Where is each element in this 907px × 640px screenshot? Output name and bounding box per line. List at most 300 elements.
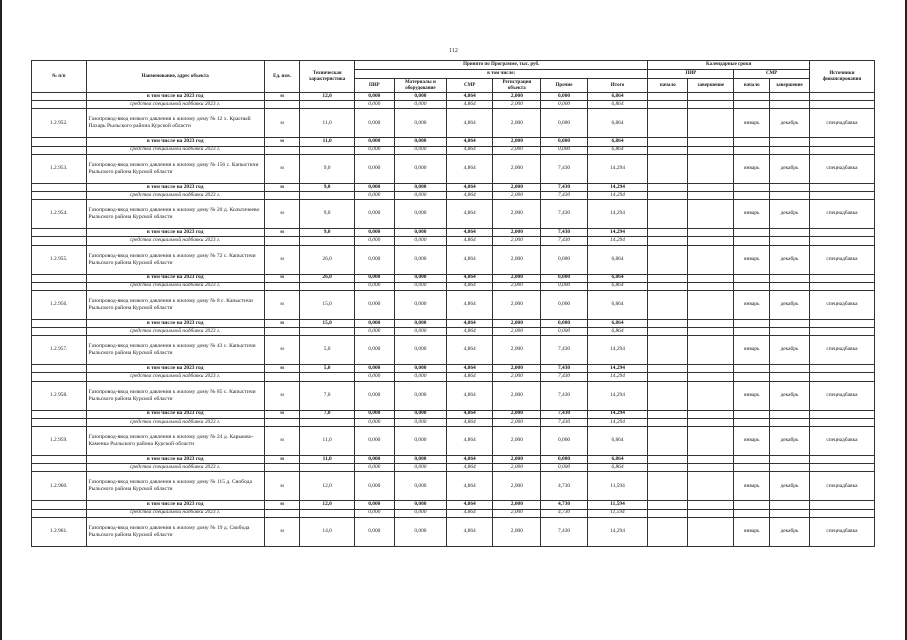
header-calendar: Календарные сроки — [648, 61, 809, 70]
financing-source: спецнадбавка — [809, 472, 874, 501]
special-funds-other: 4,730 — [541, 509, 587, 517]
year-total-smr: 4,864 — [447, 456, 493, 464]
financing-source: спецнадбавка — [809, 109, 874, 138]
header-program: Принято по Программе, тыс. руб. — [354, 61, 648, 70]
financing-source: спецнадбавка — [809, 290, 874, 319]
object-reg: 2,000 — [493, 154, 541, 183]
empty-cell — [32, 456, 87, 464]
header-end: завершение — [688, 79, 734, 93]
special-funds-reg: 2,000 — [493, 282, 541, 290]
empty-cell — [32, 237, 87, 245]
empty-cell — [300, 237, 355, 245]
year-total-itog: 14,294 — [587, 365, 648, 373]
header-name: Наименование, адрес объекта — [86, 61, 264, 93]
object-pir: 0,000 — [354, 109, 394, 138]
empty-cell — [734, 237, 770, 245]
object-row — [32, 517, 875, 546]
empty-cell — [734, 456, 770, 464]
special-funds-itog: 14,294 — [587, 373, 648, 381]
year-total-tech: 5,0 — [300, 365, 355, 373]
empty-cell — [648, 282, 688, 290]
object-mat: 0,000 — [394, 472, 446, 501]
year-total-itog: 14,294 — [587, 183, 648, 191]
pir-end — [688, 200, 734, 229]
empty-cell — [264, 418, 300, 426]
empty-cell — [809, 183, 874, 191]
special-funds-itog: 6,864 — [587, 464, 648, 472]
year-total-label: в том числе на 2023 год — [86, 138, 264, 146]
year-total-reg: 2,000 — [493, 365, 541, 373]
table-row: средства специальной надбавки 2023 г. 0,000 0,000 4,864 2,000 0,000 6,864 — [32, 101, 875, 109]
year-total-other: 7,430 — [541, 365, 587, 373]
object-itog: 14,294 — [587, 200, 648, 229]
empty-cell — [32, 501, 87, 509]
year-total-pir: 0,000 — [354, 501, 394, 509]
object-reg: 2,000 — [493, 427, 541, 456]
year-total-reg: 2,000 — [493, 183, 541, 191]
special-funds-mat: 0,000 — [394, 237, 446, 245]
year-total-tech: 9,0 — [300, 183, 355, 191]
object-reg: 2,000 — [493, 381, 541, 410]
special-funds-itog: 11,594 — [587, 509, 648, 517]
year-total-tech: 15,0 — [300, 319, 355, 327]
empty-cell — [300, 146, 355, 154]
year-total-tech: 12,0 — [300, 501, 355, 509]
year-total-tech: 9,0 — [300, 229, 355, 237]
object-other: 0,000 — [541, 245, 587, 274]
empty-cell — [770, 373, 810, 381]
special-funds-mat: 0,000 — [394, 509, 446, 517]
object-number: 1.2.954. — [32, 200, 87, 229]
header-other: Прочие — [541, 79, 587, 93]
smr-start: январь — [734, 472, 770, 501]
object-row — [32, 200, 875, 229]
empty-cell — [648, 319, 688, 327]
empty-cell — [734, 365, 770, 373]
special-funds-other: 7,430 — [541, 373, 587, 381]
special-funds-other: 7,430 — [541, 418, 587, 426]
object-pir: 0,000 — [354, 290, 394, 319]
financing-source: спецнадбавка — [809, 154, 874, 183]
year-total-smr: 4,864 — [447, 274, 493, 282]
header-smr: СМР — [447, 79, 493, 93]
empty-cell — [688, 191, 734, 199]
object-unit: м — [264, 290, 300, 319]
empty-cell — [809, 229, 874, 237]
year-total-label: в том числе на 2023 год — [86, 274, 264, 282]
object-itog: 6,864 — [587, 109, 648, 138]
object-tech: 11,0 — [300, 109, 355, 138]
year-total-mat: 0,000 — [394, 138, 446, 146]
special-funds-itog: 14,294 — [587, 418, 648, 426]
empty-cell — [648, 365, 688, 373]
year-total-row — [32, 501, 875, 509]
smr-start: январь — [734, 336, 770, 365]
empty-cell — [648, 373, 688, 381]
smr-start: январь — [734, 200, 770, 229]
object-row — [32, 336, 875, 365]
object-name: Газопровод-ввод низкого давления к жилому дому № 85 с. Капыстичи Рыльского района Курской области — [86, 381, 264, 410]
smr-start: январь — [734, 109, 770, 138]
empty-cell — [32, 410, 87, 418]
year-total-mat: 0,000 — [394, 229, 446, 237]
empty-cell — [688, 183, 734, 191]
year-total-other: 4,730 — [541, 501, 587, 509]
smr-end: декабрь — [770, 517, 810, 546]
table-body — [32, 93, 875, 547]
smr-start: январь — [734, 427, 770, 456]
object-itog: 6,864 — [587, 245, 648, 274]
year-total-itog: 14,294 — [587, 229, 648, 237]
empty-cell — [32, 373, 87, 381]
special-funds-mat: 0,000 — [394, 328, 446, 336]
special-funds-pir: 0,000 — [354, 146, 394, 154]
special-funds-reg: 2,000 — [493, 328, 541, 336]
object-itog: 6,864 — [587, 427, 648, 456]
special-funds-other: 7,430 — [541, 237, 587, 245]
table-row: в том числе на 2023 год м 12,0 0,000 0,000 4,864 2,000 0,000 6,864 — [32, 93, 875, 101]
special-funds-row — [32, 328, 875, 336]
year-total-label: в том числе на 2023 год — [86, 410, 264, 418]
special-funds-row — [32, 509, 875, 517]
empty-cell — [648, 237, 688, 245]
special-funds-row — [32, 146, 875, 154]
header-num: № п/п — [32, 61, 87, 93]
empty-cell — [809, 319, 874, 327]
object-tech: 14,0 — [300, 517, 355, 546]
empty-cell — [264, 373, 300, 381]
special-funds-label: средства специальной надбавки 2023 г. — [86, 237, 264, 245]
year-total-smr: 4,864 — [447, 183, 493, 191]
year-total-other: 0,000 — [541, 138, 587, 146]
year-total-smr: 4,864 — [447, 365, 493, 373]
header-tech: Техническая характеристика — [300, 61, 355, 93]
header-total: Итого — [587, 79, 648, 93]
empty-cell — [264, 464, 300, 472]
object-other: 7,430 — [541, 200, 587, 229]
object-pir: 0,000 — [354, 381, 394, 410]
year-total-mat: 0,000 — [394, 274, 446, 282]
special-funds-reg: 2,000 — [493, 191, 541, 199]
year-total-smr: 4,864 — [447, 319, 493, 327]
empty-cell — [648, 410, 688, 418]
special-funds-itog: 6,864 — [587, 282, 648, 290]
year-total-mat: 0,000 — [394, 365, 446, 373]
object-reg: 2,000 — [493, 245, 541, 274]
special-funds-pir: 0,000 — [354, 373, 394, 381]
empty-cell — [734, 418, 770, 426]
year-total-other: 7,430 — [541, 229, 587, 237]
empty-cell — [300, 191, 355, 199]
special-funds-smr: 4,864 — [447, 282, 493, 290]
special-funds-label: средства специальной надбавки 2023 г. — [86, 509, 264, 517]
empty-cell — [688, 237, 734, 245]
empty-cell — [770, 282, 810, 290]
year-total-itog: 6,864 — [587, 274, 648, 282]
object-pir: 0,000 — [354, 336, 394, 365]
object-number: 1.2.953. — [32, 154, 87, 183]
year-total-reg: 2,000 — [493, 138, 541, 146]
empty-cell — [688, 410, 734, 418]
smr-end: декабрь — [770, 154, 810, 183]
special-funds-row — [32, 373, 875, 381]
empty-cell — [809, 373, 874, 381]
object-smr: 4,864 — [447, 154, 493, 183]
year-total-label: в том числе на 2023 год — [86, 501, 264, 509]
year-total-tech: 11,0 — [300, 456, 355, 464]
year-total-other: 7,430 — [541, 183, 587, 191]
object-mat: 0,000 — [394, 245, 446, 274]
empty-cell — [734, 464, 770, 472]
empty-cell — [688, 365, 734, 373]
empty-cell — [809, 138, 874, 146]
special-funds-mat: 0,000 — [394, 418, 446, 426]
special-funds-itog: 6,864 — [587, 328, 648, 336]
special-funds-itog: 6,864 — [587, 146, 648, 154]
object-number: 1.2.958. — [32, 381, 87, 410]
object-other: 7,430 — [541, 154, 587, 183]
year-total-other: 0,000 — [541, 456, 587, 464]
empty-cell — [734, 274, 770, 282]
header-start: начало — [648, 79, 688, 93]
object-number: 1.2.959. — [32, 427, 87, 456]
year-total-tech: 7,0 — [300, 410, 355, 418]
year-total-itog: 14,294 — [587, 410, 648, 418]
year-total-unit: м — [264, 410, 300, 418]
empty-cell — [809, 410, 874, 418]
header-unit: Ед. изм. — [264, 61, 300, 93]
smr-end: декабрь — [770, 109, 810, 138]
smr-start: январь — [734, 381, 770, 410]
special-funds-other: 0,000 — [541, 464, 587, 472]
empty-cell — [300, 328, 355, 336]
empty-cell — [264, 191, 300, 199]
object-mat: 0,000 — [394, 290, 446, 319]
object-other: 7,430 — [541, 381, 587, 410]
object-unit: м — [264, 427, 300, 456]
year-total-mat: 0,000 — [394, 410, 446, 418]
empty-cell — [770, 456, 810, 464]
pir-start — [648, 381, 688, 410]
special-funds-label: средства специальной надбавки 2023 г. — [86, 373, 264, 381]
empty-cell — [734, 183, 770, 191]
object-row — [32, 154, 875, 183]
object-other: 7,430 — [541, 517, 587, 546]
special-funds-reg: 2,000 — [493, 373, 541, 381]
empty-cell — [32, 146, 87, 154]
object-name: Газопровод-ввод низкого давления к жилому дому № 24 д. Карьково-Каменка Рыльского района Курской области — [86, 427, 264, 456]
object-reg: 2,000 — [493, 336, 541, 365]
special-funds-label: средства специальной надбавки 2023 г. — [86, 191, 264, 199]
empty-cell — [32, 365, 87, 373]
special-funds-pir: 0,000 — [354, 418, 394, 426]
object-name: Газопровод-ввод низкого давления к жилому дому № 72 с. Капыстичи Рыльского района Курской области — [86, 245, 264, 274]
special-funds-smr: 4,864 — [447, 418, 493, 426]
empty-cell — [688, 282, 734, 290]
header-pir: ПИР — [354, 79, 394, 93]
empty-cell — [648, 328, 688, 336]
object-name: Газопровод-ввод низкого давления к жилому дому № 8 с. Капыстичи Рыльского района Курской области — [86, 290, 264, 319]
special-funds-other: 0,000 — [541, 146, 587, 154]
empty-cell — [770, 509, 810, 517]
year-total-unit: м — [264, 319, 300, 327]
year-total-other: 0,000 — [541, 319, 587, 327]
object-smr: 4,864 — [447, 245, 493, 274]
year-total-itog: 11,594 — [587, 501, 648, 509]
empty-cell — [688, 373, 734, 381]
special-funds-smr: 4,864 — [447, 146, 493, 154]
year-total-unit: м — [264, 138, 300, 146]
year-total-unit: м — [264, 456, 300, 464]
smr-end: декабрь — [770, 336, 810, 365]
empty-cell — [809, 365, 874, 373]
year-total-smr: 4,864 — [447, 229, 493, 237]
object-pir: 0,000 — [354, 200, 394, 229]
special-funds-itog: 14,294 — [587, 237, 648, 245]
object-reg: 2,000 — [493, 109, 541, 138]
year-total-pir: 0,000 — [354, 456, 394, 464]
special-funds-row — [32, 191, 875, 199]
empty-cell — [770, 328, 810, 336]
object-pir: 0,000 — [354, 154, 394, 183]
year-total-row — [32, 410, 875, 418]
empty-cell — [648, 146, 688, 154]
empty-cell — [688, 464, 734, 472]
special-funds-pir: 0,000 — [354, 282, 394, 290]
empty-cell — [809, 282, 874, 290]
smr-end: декабрь — [770, 200, 810, 229]
empty-cell — [734, 410, 770, 418]
empty-cell — [809, 146, 874, 154]
smr-end: декабрь — [770, 245, 810, 274]
object-other: 0,000 — [541, 290, 587, 319]
object-number: 1.2.956. — [32, 290, 87, 319]
page-number: 112 — [449, 48, 458, 54]
object-row — [32, 245, 875, 274]
year-total-other: 7,430 — [541, 410, 587, 418]
special-funds-label: средства специальной надбавки 2023 г. — [86, 146, 264, 154]
header-start-smr: начало — [734, 79, 770, 93]
special-funds-label: средства специальной надбавки 2023 г. — [86, 464, 264, 472]
pir-start — [648, 336, 688, 365]
financing-source: спецнадбавка — [809, 245, 874, 274]
empty-cell — [300, 282, 355, 290]
empty-cell — [648, 456, 688, 464]
year-total-row — [32, 229, 875, 237]
empty-cell — [32, 328, 87, 336]
financing-source: спецнадбавка — [809, 427, 874, 456]
empty-cell — [809, 191, 874, 199]
year-total-mat: 0,000 — [394, 319, 446, 327]
object-unit: м — [264, 200, 300, 229]
object-number: 1.2.960. — [32, 472, 87, 501]
object-mat: 0,000 — [394, 517, 446, 546]
object-smr: 4,864 — [447, 381, 493, 410]
empty-cell — [770, 464, 810, 472]
financing-source: спецнадбавка — [809, 336, 874, 365]
empty-cell — [734, 146, 770, 154]
object-smr: 4,864 — [447, 109, 493, 138]
special-funds-smr: 4,864 — [447, 328, 493, 336]
empty-cell — [734, 191, 770, 199]
object-tech: 7,0 — [300, 381, 355, 410]
year-total-reg: 2,000 — [493, 501, 541, 509]
year-total-pir: 0,000 — [354, 319, 394, 327]
empty-cell — [300, 509, 355, 517]
object-mat: 0,000 — [394, 109, 446, 138]
empty-cell — [648, 229, 688, 237]
object-other: 0,000 — [541, 109, 587, 138]
special-funds-mat: 0,000 — [394, 464, 446, 472]
object-number: 1.2.955. — [32, 245, 87, 274]
special-funds-other: 0,000 — [541, 328, 587, 336]
pir-end — [688, 154, 734, 183]
pir-start — [648, 290, 688, 319]
empty-cell — [688, 328, 734, 336]
year-total-reg: 2,000 — [493, 319, 541, 327]
empty-cell — [734, 501, 770, 509]
object-reg: 2,000 — [493, 472, 541, 501]
year-total-itog: 6,864 — [587, 456, 648, 464]
year-total-mat: 0,000 — [394, 501, 446, 509]
empty-cell — [688, 418, 734, 426]
empty-cell — [264, 328, 300, 336]
empty-cell — [770, 274, 810, 282]
object-itog: 11,594 — [587, 472, 648, 501]
special-funds-pir: 0,000 — [354, 328, 394, 336]
special-funds-reg: 2,000 — [493, 146, 541, 154]
object-tech: 11,0 — [300, 427, 355, 456]
empty-cell — [264, 146, 300, 154]
smr-end: декабрь — [770, 427, 810, 456]
empty-cell — [809, 328, 874, 336]
object-tech: 26,0 — [300, 245, 355, 274]
special-funds-itog: 14,294 — [587, 191, 648, 199]
empty-cell — [648, 501, 688, 509]
year-total-row — [32, 365, 875, 373]
object-mat: 0,000 — [394, 427, 446, 456]
year-total-label: в том числе на 2023 год — [86, 365, 264, 373]
special-funds-reg: 2,000 — [493, 418, 541, 426]
object-itog: 14,294 — [587, 336, 648, 365]
year-total-unit: м — [264, 501, 300, 509]
smr-start: январь — [734, 290, 770, 319]
object-unit: м — [264, 245, 300, 274]
pir-end — [688, 109, 734, 138]
empty-cell — [688, 274, 734, 282]
special-funds-smr: 4,864 — [447, 373, 493, 381]
year-total-unit: м — [264, 183, 300, 191]
empty-cell — [809, 418, 874, 426]
object-itog: 14,294 — [587, 517, 648, 546]
empty-cell — [770, 138, 810, 146]
empty-cell — [32, 183, 87, 191]
program-table — [31, 60, 875, 547]
empty-cell — [648, 274, 688, 282]
special-funds-smr: 4,864 — [447, 191, 493, 199]
empty-cell — [32, 464, 87, 472]
year-total-pir: 0,000 — [354, 365, 394, 373]
object-other: 4,730 — [541, 472, 587, 501]
special-funds-pir: 0,000 — [354, 464, 394, 472]
object-pir: 0,000 — [354, 245, 394, 274]
year-total-label: в том числе на 2023 год — [86, 229, 264, 237]
pir-start — [648, 154, 688, 183]
empty-cell — [648, 191, 688, 199]
empty-cell — [734, 373, 770, 381]
smr-start: январь — [734, 154, 770, 183]
year-total-row — [32, 183, 875, 191]
